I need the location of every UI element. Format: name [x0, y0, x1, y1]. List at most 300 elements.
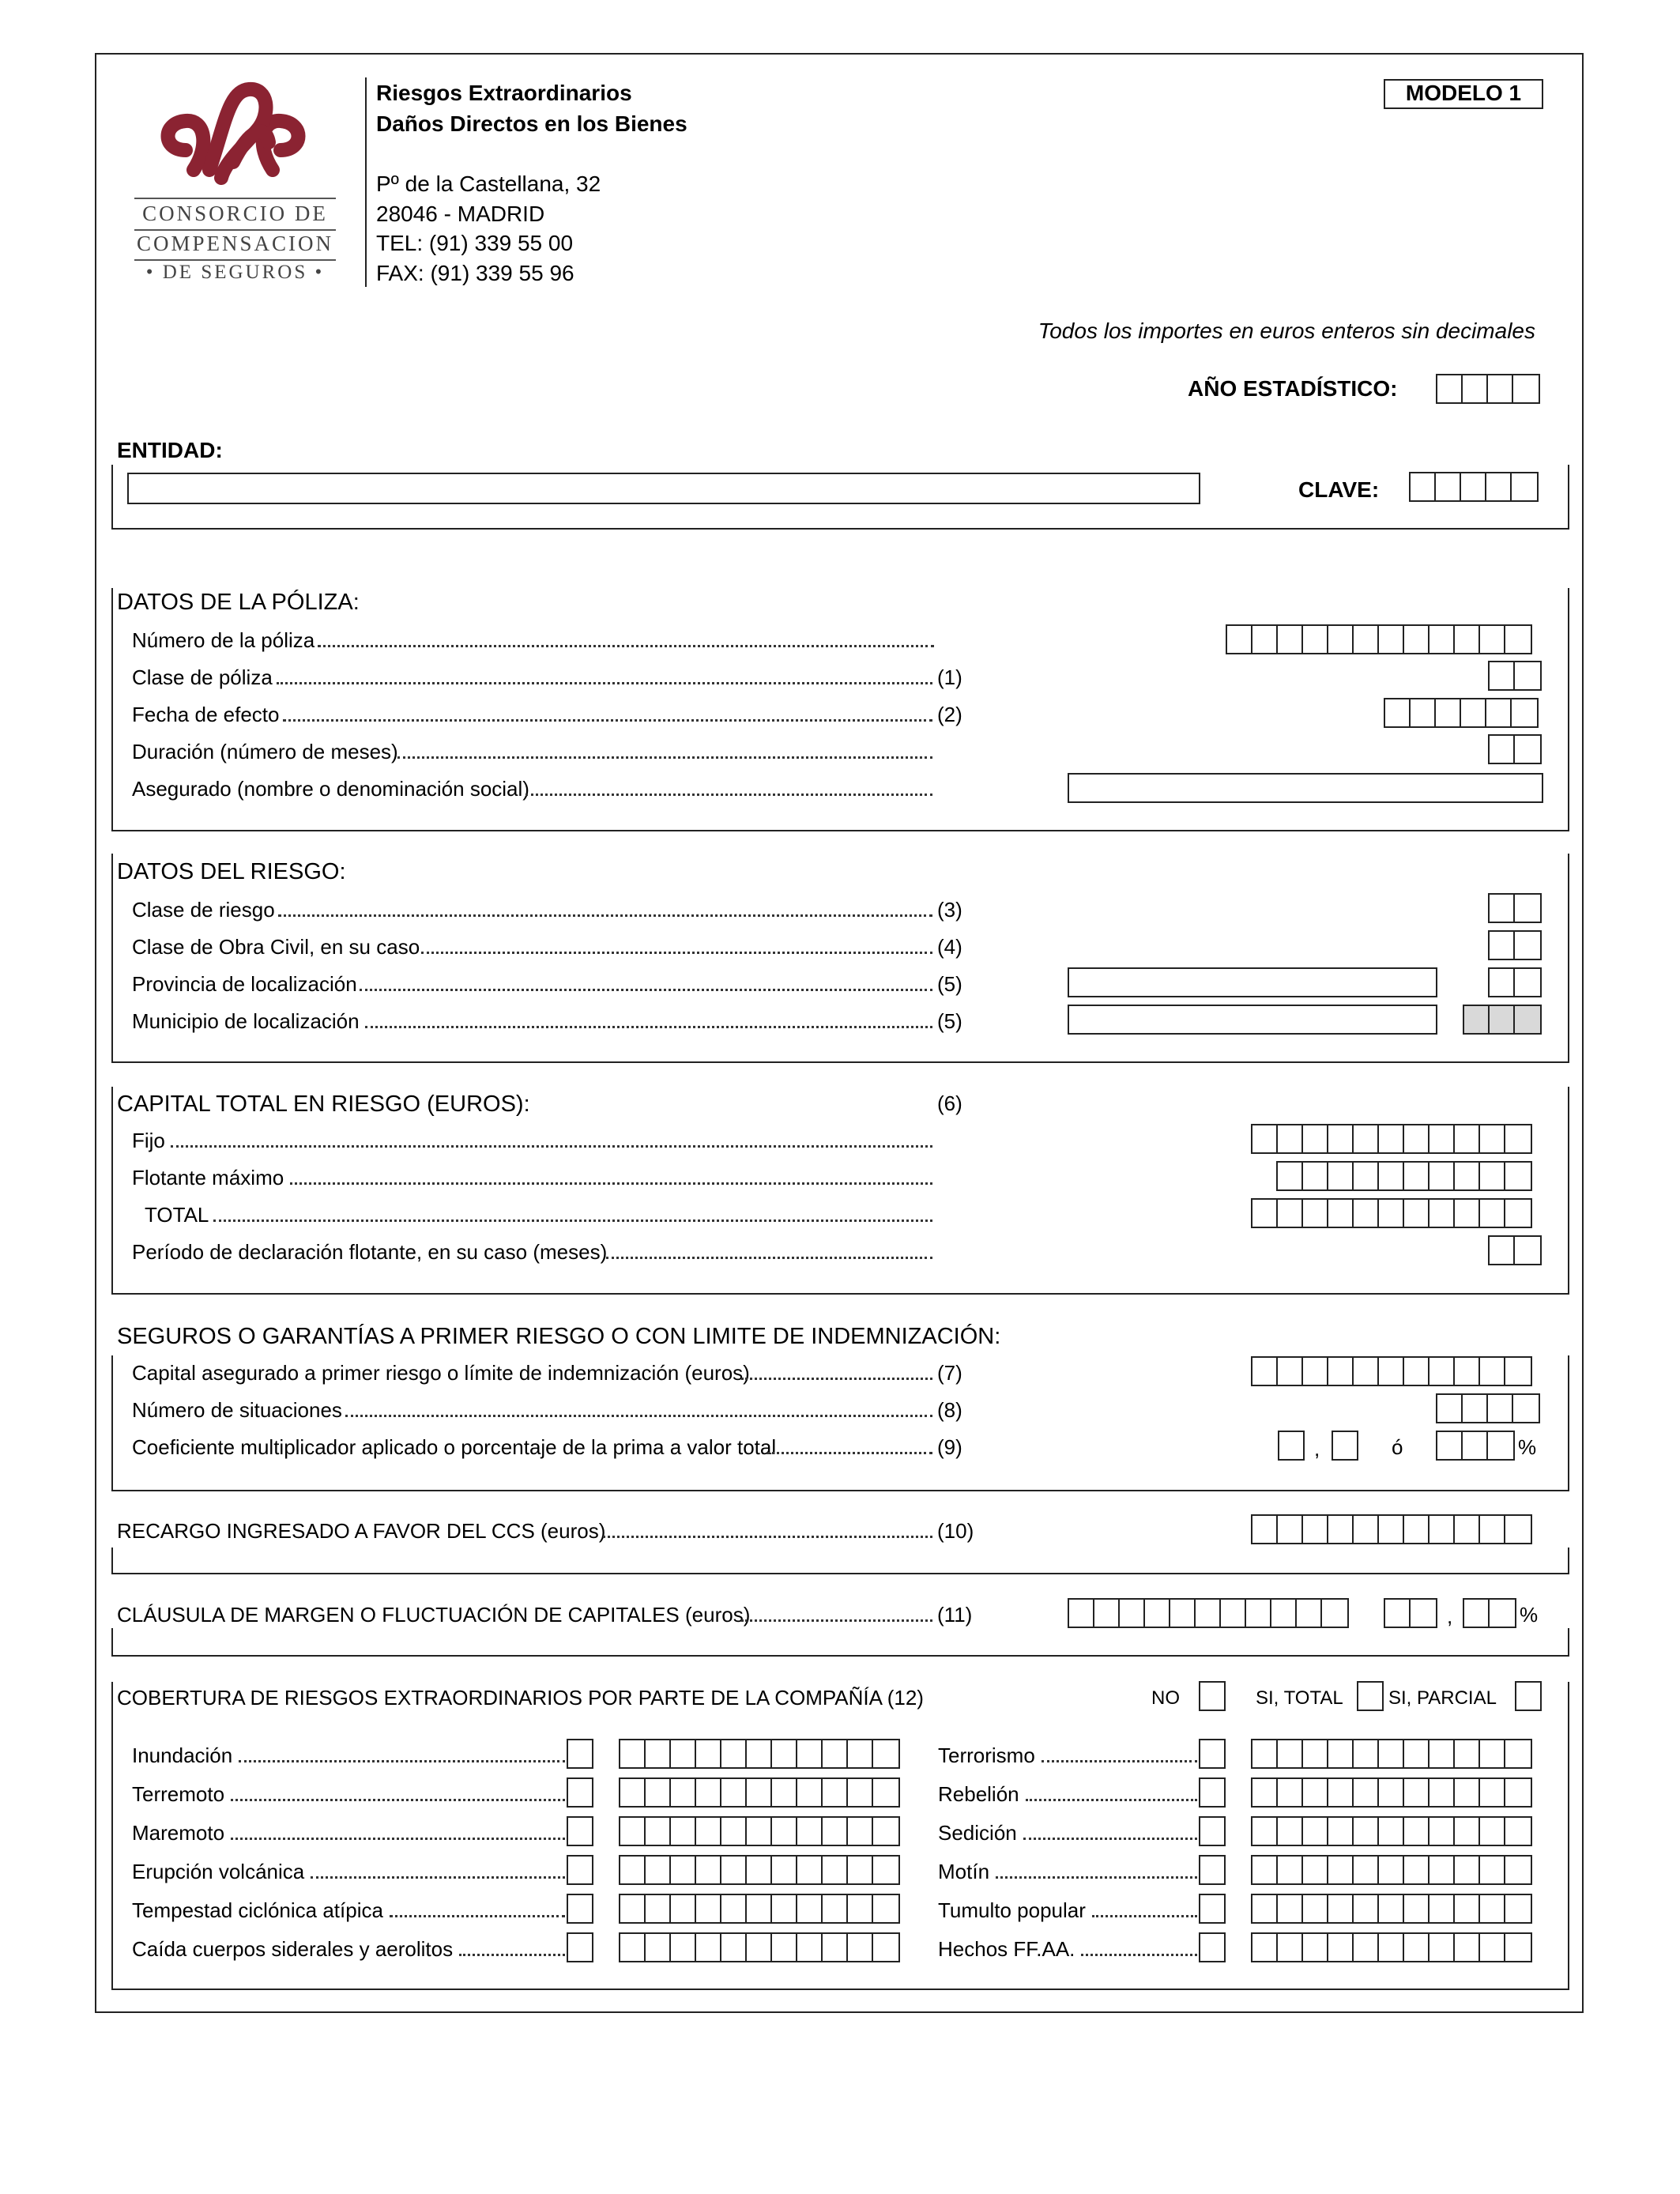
- digit-cell[interactable]: [1252, 626, 1278, 653]
- cobertura-left-amount-field[interactable]: [619, 1932, 900, 1962]
- digit-cell[interactable]: [646, 1934, 671, 1961]
- digit-cell[interactable]: [1227, 626, 1252, 653]
- digit-cell[interactable]: [1328, 1163, 1354, 1189]
- digit-cell[interactable]: [1379, 1740, 1404, 1767]
- digit-cell[interactable]: [1404, 1125, 1430, 1152]
- digit-cell[interactable]: [1303, 1857, 1328, 1883]
- digit-cell[interactable]: [823, 1779, 848, 1806]
- digit-cell[interactable]: [772, 1895, 797, 1922]
- poliza-fecha-field[interactable]: [1384, 698, 1539, 728]
- digit-cell[interactable]: [1278, 1779, 1303, 1806]
- digit-cell[interactable]: [1354, 1895, 1379, 1922]
- digit-cell[interactable]: [1455, 1125, 1480, 1152]
- cobertura-left-checkbox[interactable]: [567, 1816, 593, 1846]
- digit-cell[interactable]: [1196, 1600, 1221, 1627]
- digit-cell[interactable]: [1069, 1600, 1094, 1627]
- digit-cell[interactable]: [873, 1934, 898, 1961]
- digit-cell[interactable]: [1303, 1163, 1328, 1189]
- seguros-coef-int-field[interactable]: [1278, 1431, 1305, 1461]
- digit-cell[interactable]: [1379, 1779, 1404, 1806]
- digit-cell[interactable]: [696, 1779, 721, 1806]
- digit-cell[interactable]: [1437, 1432, 1463, 1459]
- digit-cell[interactable]: [1354, 626, 1379, 653]
- digit-cell[interactable]: [873, 1740, 898, 1767]
- digit-cell[interactable]: [1512, 699, 1537, 726]
- digit-cell[interactable]: [620, 1857, 646, 1883]
- digit-cell[interactable]: [1354, 1200, 1379, 1227]
- capital-periodo-field[interactable]: [1488, 1235, 1542, 1265]
- cobertura-right-amount-field[interactable]: [1251, 1739, 1532, 1769]
- digit-cell[interactable]: [848, 1934, 873, 1961]
- digit-cell[interactable]: [1464, 1006, 1490, 1033]
- clausula-int-field[interactable]: [1384, 1598, 1437, 1628]
- digit-cell[interactable]: [1170, 1600, 1196, 1627]
- riesgo-clase-field[interactable]: [1488, 893, 1542, 923]
- digit-cell[interactable]: [1505, 1934, 1531, 1961]
- clave-field[interactable]: [1409, 472, 1539, 502]
- digit-cell[interactable]: [1455, 1358, 1480, 1385]
- digit-cell[interactable]: [1515, 969, 1540, 996]
- digit-cell[interactable]: [1379, 1358, 1404, 1385]
- digit-cell[interactable]: [1252, 1200, 1278, 1227]
- digit-cell[interactable]: [1252, 1857, 1278, 1883]
- digit-cell[interactable]: [620, 1818, 646, 1845]
- cobertura-right-checkbox[interactable]: [1199, 1894, 1226, 1924]
- digit-cell[interactable]: [1278, 1857, 1303, 1883]
- digit-cell[interactable]: [1278, 1358, 1303, 1385]
- digit-cell[interactable]: [1505, 1200, 1531, 1227]
- digit-cell[interactable]: [1505, 1358, 1531, 1385]
- digit-cell[interactable]: [1461, 699, 1486, 726]
- digit-cell[interactable]: [1145, 1600, 1170, 1627]
- digit-cell[interactable]: [1354, 1163, 1379, 1189]
- digit-cell[interactable]: [1430, 1895, 1455, 1922]
- digit-cell[interactable]: [696, 1740, 721, 1767]
- digit-cell[interactable]: [696, 1934, 721, 1961]
- digit-cell[interactable]: [1404, 1200, 1430, 1227]
- digit-cell[interactable]: [620, 1740, 646, 1767]
- digit-cell[interactable]: [1278, 1200, 1303, 1227]
- digit-cell[interactable]: [1354, 1818, 1379, 1845]
- cobertura-right-checkbox[interactable]: [1199, 1855, 1226, 1885]
- digit-cell[interactable]: [1404, 1740, 1430, 1767]
- digit-cell[interactable]: [1480, 1163, 1505, 1189]
- digit-cell[interactable]: [1278, 1740, 1303, 1767]
- cobertura-right-amount-field[interactable]: [1251, 1816, 1532, 1846]
- digit-cell[interactable]: [1246, 1600, 1271, 1627]
- digit-cell[interactable]: [1379, 1200, 1404, 1227]
- digit-cell[interactable]: [823, 1934, 848, 1961]
- poliza-duracion-field[interactable]: [1488, 734, 1542, 764]
- riesgo-municipio-name-field[interactable]: [1068, 1005, 1437, 1035]
- digit-cell[interactable]: [747, 1818, 772, 1845]
- digit-cell[interactable]: [1303, 1200, 1328, 1227]
- digit-cell[interactable]: [747, 1857, 772, 1883]
- recargo-field[interactable]: [1251, 1514, 1532, 1544]
- cobertura-left-amount-field[interactable]: [619, 1777, 900, 1808]
- digit-cell[interactable]: [1430, 1740, 1455, 1767]
- digit-cell[interactable]: [1303, 1125, 1328, 1152]
- cobertura-left-checkbox[interactable]: [567, 1777, 593, 1808]
- digit-cell[interactable]: [1480, 1200, 1505, 1227]
- digit-cell[interactable]: [721, 1934, 747, 1961]
- digit-cell[interactable]: [1252, 1358, 1278, 1385]
- digit-cell[interactable]: [1455, 1516, 1480, 1543]
- clausula-amount-field[interactable]: [1068, 1598, 1349, 1628]
- digit-cell[interactable]: [1430, 1163, 1455, 1189]
- digit-cell[interactable]: [797, 1818, 823, 1845]
- digit-cell[interactable]: [1278, 1895, 1303, 1922]
- riesgo-provincia-code-field[interactable]: [1488, 967, 1542, 997]
- digit-cell[interactable]: [1411, 473, 1436, 500]
- cobertura-left-amount-field[interactable]: [619, 1739, 900, 1769]
- cobertura-left-checkbox[interactable]: [567, 1894, 593, 1924]
- digit-cell[interactable]: [1436, 473, 1461, 500]
- digit-cell[interactable]: [1328, 626, 1354, 653]
- digit-cell[interactable]: [1354, 1779, 1379, 1806]
- cobertura-right-checkbox[interactable]: [1199, 1777, 1226, 1808]
- cobertura-right-checkbox[interactable]: [1199, 1739, 1226, 1769]
- digit-cell[interactable]: [1252, 1516, 1278, 1543]
- digit-cell[interactable]: [823, 1895, 848, 1922]
- digit-cell[interactable]: [1404, 1934, 1430, 1961]
- digit-cell[interactable]: [1303, 1779, 1328, 1806]
- digit-cell[interactable]: [1252, 1125, 1278, 1152]
- digit-cell[interactable]: [1480, 1516, 1505, 1543]
- digit-cell[interactable]: [1455, 1200, 1480, 1227]
- cobertura-left-checkbox[interactable]: [567, 1855, 593, 1885]
- digit-cell[interactable]: [747, 1779, 772, 1806]
- digit-cell[interactable]: [1328, 1895, 1354, 1922]
- ano-estadistico-field[interactable]: [1436, 374, 1540, 404]
- digit-cell[interactable]: [1486, 699, 1512, 726]
- digit-cell[interactable]: [1488, 1395, 1513, 1422]
- digit-cell[interactable]: [1278, 1516, 1303, 1543]
- digit-cell[interactable]: [1404, 1857, 1430, 1883]
- digit-cell[interactable]: [1379, 1125, 1404, 1152]
- poliza-numero-field[interactable]: [1226, 624, 1532, 654]
- digit-cell[interactable]: [1480, 1740, 1505, 1767]
- digit-cell[interactable]: [1513, 1395, 1539, 1422]
- digit-cell[interactable]: [1411, 699, 1436, 726]
- entidad-field[interactable]: [127, 473, 1200, 504]
- digit-cell[interactable]: [1486, 473, 1512, 500]
- digit-cell[interactable]: [1252, 1779, 1278, 1806]
- digit-cell[interactable]: [1461, 473, 1486, 500]
- digit-cell[interactable]: [620, 1895, 646, 1922]
- digit-cell[interactable]: [823, 1818, 848, 1845]
- digit-cell[interactable]: [1505, 1779, 1531, 1806]
- capital-total-field[interactable]: [1251, 1198, 1532, 1228]
- digit-cell[interactable]: [823, 1857, 848, 1883]
- cobertura-right-amount-field[interactable]: [1251, 1855, 1532, 1885]
- digit-cell[interactable]: [1303, 1895, 1328, 1922]
- digit-cell[interactable]: [1303, 1934, 1328, 1961]
- digit-cell[interactable]: [1404, 1358, 1430, 1385]
- digit-cell[interactable]: [1505, 1516, 1531, 1543]
- digit-cell[interactable]: [620, 1934, 646, 1961]
- digit-cell[interactable]: [1430, 1934, 1455, 1961]
- digit-cell[interactable]: [1505, 626, 1531, 653]
- digit-cell[interactable]: [873, 1818, 898, 1845]
- digit-cell[interactable]: [646, 1740, 671, 1767]
- digit-cell[interactable]: [671, 1740, 696, 1767]
- digit-cell[interactable]: [1411, 1600, 1436, 1627]
- digit-cell[interactable]: [1430, 1125, 1455, 1152]
- digit-cell[interactable]: [1252, 1818, 1278, 1845]
- digit-cell[interactable]: [1480, 1895, 1505, 1922]
- digit-cell[interactable]: [620, 1779, 646, 1806]
- digit-cell[interactable]: [1490, 969, 1515, 996]
- digit-cell[interactable]: [1354, 1934, 1379, 1961]
- digit-cell[interactable]: [1515, 662, 1540, 689]
- digit-cell[interactable]: [721, 1779, 747, 1806]
- digit-cell[interactable]: [1252, 1740, 1278, 1767]
- digit-cell[interactable]: [1404, 1895, 1430, 1922]
- digit-cell[interactable]: [1490, 662, 1515, 689]
- digit-cell[interactable]: [1490, 895, 1515, 922]
- digit-cell[interactable]: [1278, 1934, 1303, 1961]
- digit-cell[interactable]: [1437, 375, 1463, 402]
- digit-cell[interactable]: [696, 1857, 721, 1883]
- digit-cell[interactable]: [1303, 1358, 1328, 1385]
- riesgo-municipio-code-field[interactable]: [1463, 1005, 1542, 1035]
- digit-cell[interactable]: [1430, 1857, 1455, 1883]
- digit-cell[interactable]: [1252, 1934, 1278, 1961]
- digit-cell[interactable]: [671, 1779, 696, 1806]
- digit-cell[interactable]: [1303, 1818, 1328, 1845]
- digit-cell[interactable]: [1505, 1857, 1531, 1883]
- digit-cell[interactable]: [1455, 1163, 1480, 1189]
- digit-cell[interactable]: [1430, 1200, 1455, 1227]
- digit-cell[interactable]: [1385, 1600, 1411, 1627]
- cobertura-left-amount-field[interactable]: [619, 1855, 900, 1885]
- digit-cell[interactable]: [1515, 736, 1540, 763]
- digit-cell[interactable]: [772, 1779, 797, 1806]
- digit-cell[interactable]: [1328, 1516, 1354, 1543]
- digit-cell[interactable]: [797, 1740, 823, 1767]
- digit-cell[interactable]: [1379, 1934, 1404, 1961]
- digit-cell[interactable]: [1490, 1600, 1515, 1627]
- digit-cell[interactable]: [1379, 1163, 1404, 1189]
- digit-cell[interactable]: [671, 1818, 696, 1845]
- digit-cell[interactable]: [1515, 895, 1540, 922]
- digit-cell[interactable]: [848, 1818, 873, 1845]
- digit-cell[interactable]: [646, 1895, 671, 1922]
- digit-cell[interactable]: [1354, 1740, 1379, 1767]
- digit-cell[interactable]: [1379, 1857, 1404, 1883]
- digit-cell[interactable]: [1404, 1779, 1430, 1806]
- digit-cell[interactable]: [1278, 1125, 1303, 1152]
- digit-cell[interactable]: [1303, 1516, 1328, 1543]
- digit-cell[interactable]: [1480, 1934, 1505, 1961]
- digit-cell[interactable]: [747, 1895, 772, 1922]
- digit-cell[interactable]: [1322, 1600, 1347, 1627]
- digit-cell[interactable]: [1505, 1163, 1531, 1189]
- digit-cell[interactable]: [1488, 1432, 1513, 1459]
- digit-cell[interactable]: [873, 1779, 898, 1806]
- digit-cell[interactable]: [671, 1857, 696, 1883]
- digit-cell[interactable]: [1455, 1740, 1480, 1767]
- digit-cell[interactable]: [1515, 1237, 1540, 1264]
- digit-cell[interactable]: [873, 1895, 898, 1922]
- digit-cell[interactable]: [1455, 1895, 1480, 1922]
- seguros-capital-field[interactable]: [1251, 1356, 1532, 1386]
- digit-cell[interactable]: [1480, 1358, 1505, 1385]
- digit-cell[interactable]: [646, 1857, 671, 1883]
- digit-cell[interactable]: [1328, 1358, 1354, 1385]
- digit-cell[interactable]: [1303, 626, 1328, 653]
- digit-cell[interactable]: [671, 1934, 696, 1961]
- riesgo-provincia-name-field[interactable]: [1068, 967, 1437, 997]
- digit-cell[interactable]: [848, 1779, 873, 1806]
- digit-cell[interactable]: [1278, 1163, 1303, 1189]
- digit-cell[interactable]: [1480, 1779, 1505, 1806]
- digit-cell[interactable]: [1252, 1895, 1278, 1922]
- digit-cell[interactable]: [848, 1740, 873, 1767]
- seguros-numero-field[interactable]: [1436, 1393, 1540, 1423]
- riesgo-obra-field[interactable]: [1488, 930, 1542, 960]
- cobertura-right-amount-field[interactable]: [1251, 1932, 1532, 1962]
- cobertura-right-amount-field[interactable]: [1251, 1894, 1532, 1924]
- digit-cell[interactable]: [1480, 1857, 1505, 1883]
- digit-cell[interactable]: [1513, 375, 1539, 402]
- cobertura-left-checkbox[interactable]: [567, 1739, 593, 1769]
- digit-cell[interactable]: [1515, 1006, 1540, 1033]
- seguros-coef-dec-field[interactable]: [1332, 1431, 1358, 1461]
- digit-cell[interactable]: [1480, 626, 1505, 653]
- digit-cell[interactable]: [721, 1740, 747, 1767]
- digit-cell[interactable]: [1354, 1358, 1379, 1385]
- digit-cell[interactable]: [1328, 1934, 1354, 1961]
- digit-cell[interactable]: [1463, 1432, 1488, 1459]
- digit-cell[interactable]: [721, 1895, 747, 1922]
- digit-cell[interactable]: [1490, 932, 1515, 959]
- digit-cell[interactable]: [1328, 1779, 1354, 1806]
- digit-cell[interactable]: [1455, 1857, 1480, 1883]
- digit-cell[interactable]: [1430, 1358, 1455, 1385]
- digit-cell[interactable]: [1354, 1857, 1379, 1883]
- poliza-clase-field[interactable]: [1488, 661, 1542, 691]
- clausula-dec-field[interactable]: [1463, 1598, 1516, 1628]
- digit-cell[interactable]: [1463, 1395, 1488, 1422]
- digit-cell[interactable]: [1278, 1818, 1303, 1845]
- digit-cell[interactable]: [1094, 1600, 1120, 1627]
- digit-cell[interactable]: [1490, 1237, 1515, 1264]
- digit-cell[interactable]: [1480, 1818, 1505, 1845]
- digit-cell[interactable]: [1328, 1857, 1354, 1883]
- cobertura-right-checkbox[interactable]: [1199, 1816, 1226, 1846]
- digit-cell[interactable]: [1455, 1934, 1480, 1961]
- digit-cell[interactable]: [848, 1895, 873, 1922]
- digit-cell[interactable]: [1430, 1818, 1455, 1845]
- digit-cell[interactable]: [1455, 1779, 1480, 1806]
- digit-cell[interactable]: [646, 1818, 671, 1845]
- capital-fijo-field[interactable]: [1251, 1124, 1532, 1154]
- digit-cell[interactable]: [1379, 1895, 1404, 1922]
- digit-cell[interactable]: [1515, 932, 1540, 959]
- digit-cell[interactable]: [1436, 699, 1461, 726]
- digit-cell[interactable]: [1505, 1740, 1531, 1767]
- digit-cell[interactable]: [873, 1857, 898, 1883]
- digit-cell[interactable]: [1120, 1600, 1145, 1627]
- seguros-pct-field[interactable]: [1436, 1431, 1515, 1461]
- cobertura-left-amount-field[interactable]: [619, 1894, 900, 1924]
- digit-cell[interactable]: [1328, 1740, 1354, 1767]
- digit-cell[interactable]: [797, 1779, 823, 1806]
- digit-cell[interactable]: [1379, 1818, 1404, 1845]
- digit-cell[interactable]: [696, 1818, 721, 1845]
- capital-flotante-field[interactable]: [1276, 1161, 1532, 1191]
- digit-cell[interactable]: [747, 1934, 772, 1961]
- digit-cell[interactable]: [772, 1857, 797, 1883]
- digit-cell[interactable]: [797, 1895, 823, 1922]
- digit-cell[interactable]: [797, 1934, 823, 1961]
- digit-cell[interactable]: [1430, 1779, 1455, 1806]
- digit-cell[interactable]: [1404, 1163, 1430, 1189]
- digit-cell[interactable]: [1221, 1600, 1246, 1627]
- digit-cell[interactable]: [721, 1818, 747, 1845]
- digit-cell[interactable]: [1463, 375, 1488, 402]
- digit-cell[interactable]: [646, 1779, 671, 1806]
- digit-cell[interactable]: [1505, 1125, 1531, 1152]
- digit-cell[interactable]: [1505, 1818, 1531, 1845]
- digit-cell[interactable]: [1379, 626, 1404, 653]
- digit-cell[interactable]: [1490, 1006, 1515, 1033]
- digit-cell[interactable]: [1297, 1600, 1322, 1627]
- digit-cell[interactable]: [1455, 1818, 1480, 1845]
- digit-cell[interactable]: [1488, 375, 1513, 402]
- digit-cell[interactable]: [1404, 1516, 1430, 1543]
- digit-cell[interactable]: [772, 1934, 797, 1961]
- digit-cell[interactable]: [1328, 1125, 1354, 1152]
- digit-cell[interactable]: [696, 1895, 721, 1922]
- digit-cell[interactable]: [1328, 1200, 1354, 1227]
- digit-cell[interactable]: [721, 1857, 747, 1883]
- digit-cell[interactable]: [1464, 1600, 1490, 1627]
- digit-cell[interactable]: [823, 1740, 848, 1767]
- cobertura-left-checkbox[interactable]: [567, 1932, 593, 1962]
- digit-cell[interactable]: [1455, 626, 1480, 653]
- digit-cell[interactable]: [1437, 1395, 1463, 1422]
- digit-cell[interactable]: [1404, 626, 1430, 653]
- digit-cell[interactable]: [1278, 626, 1303, 653]
- digit-cell[interactable]: [1271, 1600, 1297, 1627]
- digit-cell[interactable]: [1328, 1818, 1354, 1845]
- cobertura-right-amount-field[interactable]: [1251, 1777, 1532, 1808]
- digit-cell[interactable]: [772, 1818, 797, 1845]
- digit-cell[interactable]: [848, 1857, 873, 1883]
- digit-cell[interactable]: [1354, 1125, 1379, 1152]
- digit-cell[interactable]: [1512, 473, 1537, 500]
- digit-cell[interactable]: [772, 1740, 797, 1767]
- digit-cell[interactable]: [1303, 1740, 1328, 1767]
- digit-cell[interactable]: [1404, 1818, 1430, 1845]
- digit-cell[interactable]: [1385, 699, 1411, 726]
- cobertura-right-checkbox[interactable]: [1199, 1932, 1226, 1962]
- digit-cell[interactable]: [747, 1740, 772, 1767]
- digit-cell[interactable]: [1505, 1895, 1531, 1922]
- digit-cell[interactable]: [1379, 1516, 1404, 1543]
- cobertura-left-amount-field[interactable]: [619, 1816, 900, 1846]
- digit-cell[interactable]: [1430, 1516, 1455, 1543]
- digit-cell[interactable]: [1490, 736, 1515, 763]
- poliza-asegurado-field[interactable]: [1068, 773, 1543, 803]
- digit-cell[interactable]: [1430, 626, 1455, 653]
- digit-cell[interactable]: [1354, 1516, 1379, 1543]
- digit-cell[interactable]: [671, 1895, 696, 1922]
- digit-cell[interactable]: [797, 1857, 823, 1883]
